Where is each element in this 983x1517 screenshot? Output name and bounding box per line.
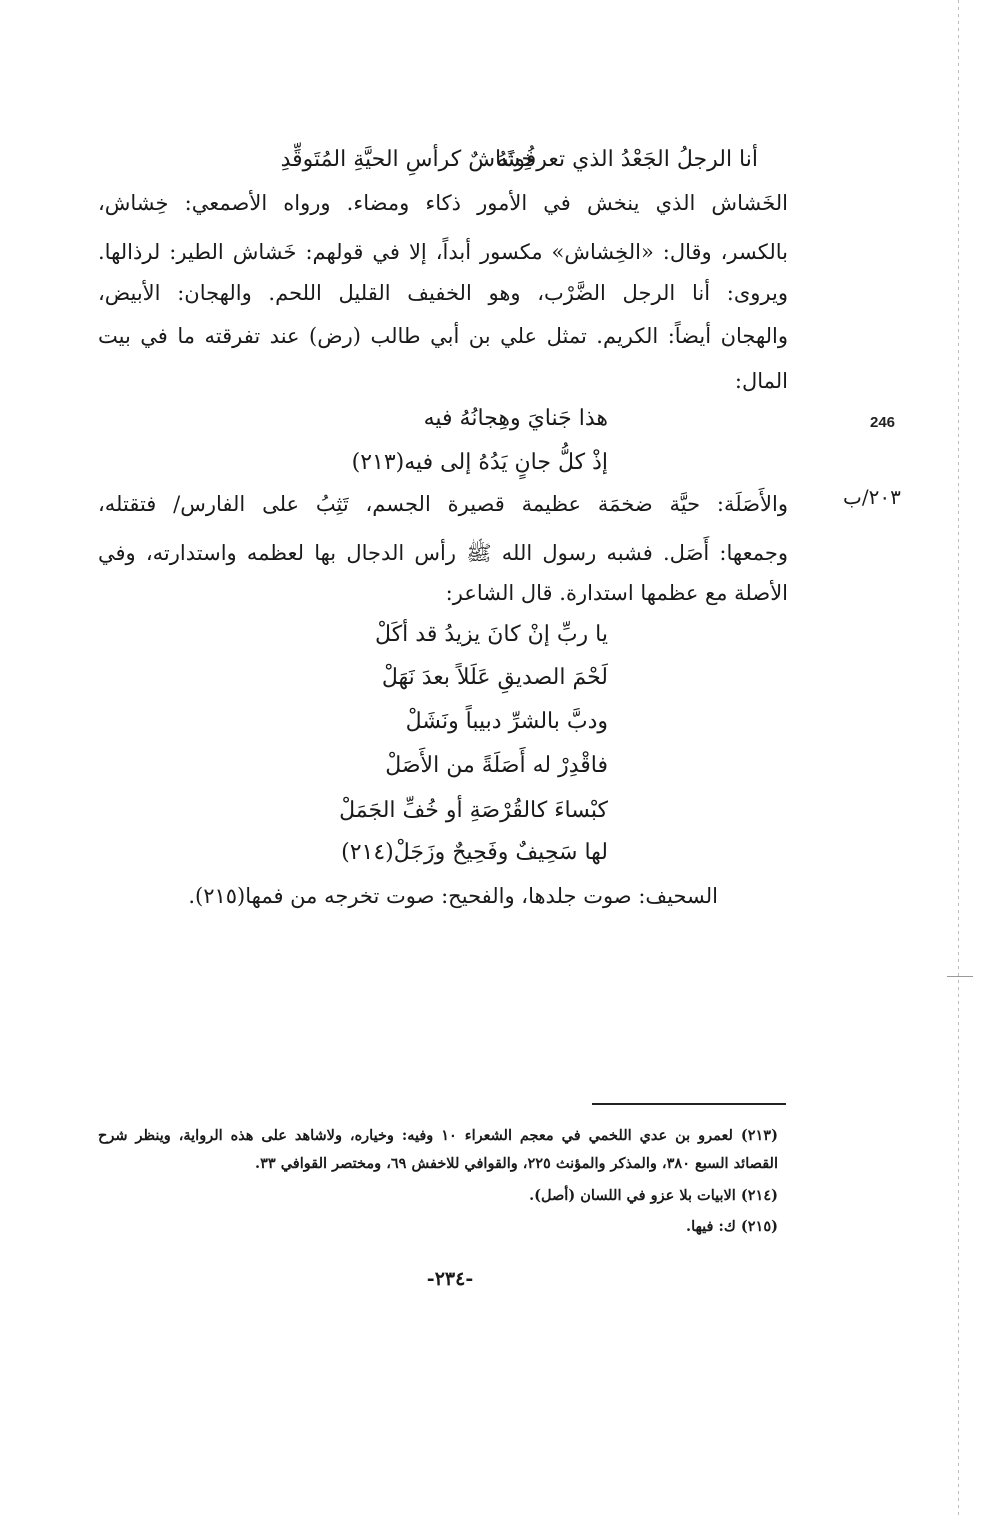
prose1-line-1: الخَشاش الذي ينخش في الأمور ذكاء ومضاء. ورواه الأصمعي: خِشاش، [98, 191, 788, 215]
footnote-213-line-1: (٢١٣) لعمرو بن عدي اللخمي في معجم الشعراء ١٠ وفيه: وخياره، ولاشاهد على هذه الرواية، وينظر شرح [98, 1127, 778, 1144]
prose1-line-3: ويروى: أنا الرجل الضَّرْب، وهو الخفيف القليل اللحم. والهجان: الأبيض، [98, 281, 788, 305]
poem-line-1: يا ربِّ إنْ كانَ يزيدُ قد أكَلْ [375, 622, 608, 647]
prose1-line-5: المال: [734, 369, 788, 393]
couplet1-line-1: هذا جَنايَ وهِجانُهُ فيه [423, 406, 608, 431]
poem-line-2: لَحْمَ الصديقِ عَلَلاً بعدَ نَهَلْ [381, 665, 608, 690]
poem-line-3: ودبَّ بالشرِّ دبيباً ونَشَلْ [405, 709, 608, 734]
prose2-line-2: وجمعها: أَصَل. فشبه رسول الله ﷺ رأس الدجال بها لعظمه واستدارته، وفي [98, 541, 788, 565]
footnote-separator [592, 1103, 786, 1105]
prose1-line-2: بالكسر، وقال: «الخِشاش» مكسور أبداً، إلا في قولهم: خَشاش الطير: لرذالها. [98, 240, 788, 264]
source-page-number: 246 [870, 414, 896, 431]
poem-line-6: لها سَحِيفٌ وفَحِيحٌ وزَجَلْ(٢١٤) [341, 840, 608, 865]
page-number: -٢٣٤- [426, 1268, 474, 1290]
poem-line-4: فاقْدِرْ له أَصَلَةً من الأَصَلْ [385, 753, 608, 778]
footnote-213-line-2: القصائد السبع ٣٨٠، والمذكر والمؤنث ٢٢٥، والقوافي للاخفش ٦٩، ومختصر القوافي ٣٣. [255, 1155, 778, 1172]
poem-line-5: كبْساءَ كالقُرْصَةِ أو خُفِّ الجَمَلْ [339, 798, 608, 823]
prose2-line-3: الأصلة مع عظمها استدارة. قال الشاعر: [445, 581, 788, 605]
footnote-215: (٢١٥) ك: فيها. [686, 1218, 778, 1235]
prose1-line-4: والهجان أيضاً: الكريم. تمثل علي بن أبي طالب (رض) عند تفرقته ما في بيت [98, 324, 788, 348]
scan-edge-tick [947, 976, 973, 977]
couplet1-line-2: إذْ كلُّ جانٍ يَدُهُ إلى فيه(٢١٣) [351, 450, 608, 475]
manuscript-folio-marker: ٢٠٣/ب [843, 485, 901, 509]
prose2-line-1: والأَصَلَة: حيَّة ضخمَة عظيمة قصيرة الجسم، تَثِبُ على الفارس/ فتقتله، [98, 492, 788, 516]
footnote-214: (٢١٤) الابيات بلا عزو في اللسان (أصل). [529, 1187, 778, 1204]
scan-edge-line [958, 0, 959, 1517]
prose3-line: السحيف: صوت جلدها، والفحيح: صوت تخرجه من فمها(٢١٥). [188, 884, 718, 908]
opening-verse-left: خِشَاشٌ كرأسِ الحيَّةِ المُتَوقِّدِ [280, 147, 535, 172]
opening-verse-right: أنا الرجلُ الجَعْدُ الذي تعرفُونَهُ [496, 147, 758, 172]
